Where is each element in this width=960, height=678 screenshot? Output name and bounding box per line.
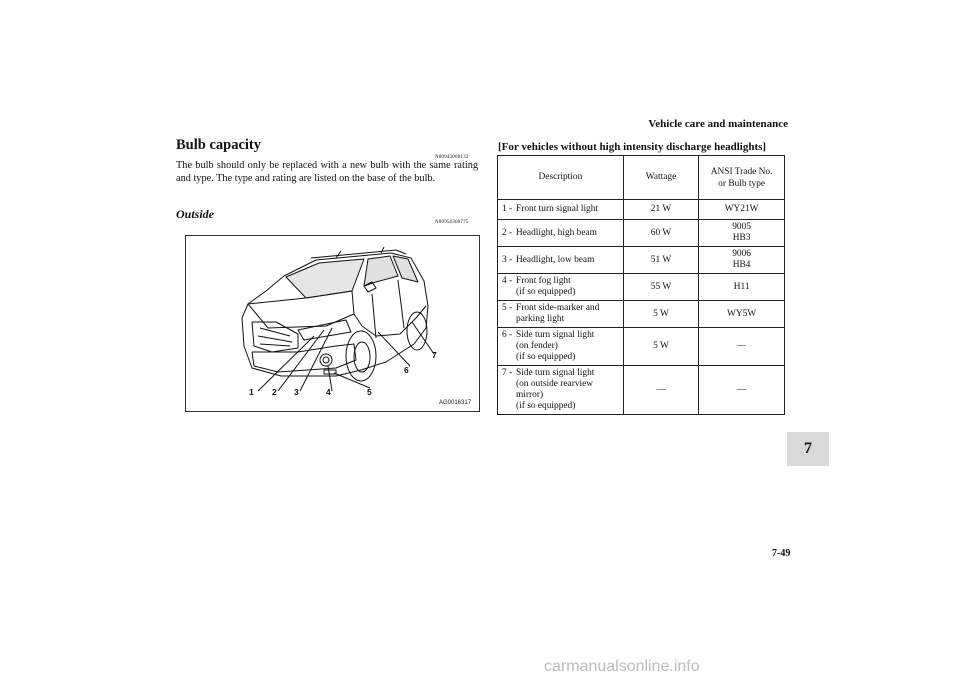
row-wattage: — bbox=[623, 366, 698, 415]
row-description bbox=[498, 247, 624, 274]
table-row bbox=[498, 247, 785, 274]
row-ansi: 9006 HB4 bbox=[699, 247, 785, 274]
row-ansi: — bbox=[699, 366, 785, 415]
header-ansi: ANSI Trade No. or Bulb type bbox=[699, 156, 785, 200]
callout-6: 6 bbox=[404, 365, 409, 375]
row-number: 4 - bbox=[502, 276, 513, 286]
row-ansi: 9005 HB3 bbox=[699, 220, 785, 247]
row-wattage: 51 W bbox=[623, 247, 698, 274]
callout-1: 1 bbox=[249, 387, 254, 397]
row-wattage: 5 W bbox=[623, 328, 698, 366]
callout-2: 2 bbox=[272, 387, 277, 397]
page-header: Vehicle care and maintenance bbox=[648, 118, 788, 130]
subsection-code: N00950300775 bbox=[435, 220, 469, 225]
row-description bbox=[498, 220, 624, 247]
callout-4: 4 bbox=[326, 387, 331, 397]
subsection-title: Outside bbox=[176, 207, 215, 221]
row-wattage: 5 W bbox=[623, 301, 698, 328]
page-number: 7-49 bbox=[772, 548, 791, 559]
table-row bbox=[498, 220, 785, 247]
section-title: Bulb capacity bbox=[176, 137, 261, 153]
row-number: 2 - bbox=[502, 227, 513, 238]
row-description bbox=[498, 200, 624, 220]
figure-id: AG0016317 bbox=[439, 400, 472, 406]
callout-5: 5 bbox=[367, 387, 372, 397]
section-body: The bulb should only be replaced with a new bulb with the same rating and type. The type and rating are listed on the base of the bulb. bbox=[176, 160, 478, 184]
table-row bbox=[498, 366, 785, 415]
row-number: 5 - bbox=[502, 303, 513, 313]
row-description-text: Headlight, low beam bbox=[516, 254, 595, 265]
row-ansi: — bbox=[699, 328, 785, 366]
header-wattage: Wattage bbox=[623, 156, 698, 200]
watermark: carmanualsonline.info bbox=[544, 658, 700, 675]
row-description bbox=[498, 301, 624, 328]
row-ansi: WY21W bbox=[699, 200, 785, 220]
row-description-text: Side turn signal light (on outside rearview mirror) (if so equipped) bbox=[516, 368, 595, 411]
row-ansi: WY5W bbox=[699, 301, 785, 328]
row-wattage: 21 W bbox=[623, 200, 698, 220]
chapter-tab: 7 bbox=[787, 432, 829, 466]
row-number: 7 - bbox=[502, 368, 513, 378]
header-description: Description bbox=[498, 156, 624, 200]
row-description bbox=[498, 366, 624, 415]
row-description bbox=[498, 328, 624, 366]
row-description bbox=[498, 274, 624, 301]
row-number: 6 - bbox=[502, 330, 513, 340]
row-description-text: Front fog light (if so equipped) bbox=[516, 276, 576, 297]
row-wattage: 60 W bbox=[623, 220, 698, 247]
row-ansi: H11 bbox=[699, 274, 785, 301]
row-description-text: Front side-marker and parking light bbox=[516, 303, 600, 324]
row-description-text: Headlight, high beam bbox=[516, 227, 597, 238]
table-title: [For vehicles without high intensity discharge headlights] bbox=[498, 141, 767, 153]
bulb-table bbox=[497, 155, 785, 415]
table-row bbox=[498, 301, 785, 328]
vehicle-figure bbox=[185, 235, 480, 412]
row-number: 1 - bbox=[502, 204, 513, 214]
row-description-text: Side turn signal light (on fender) (if so equipped) bbox=[516, 330, 595, 362]
section-code: N00943000132 bbox=[435, 155, 469, 160]
table-row bbox=[498, 328, 785, 366]
vehicle-illustration bbox=[186, 236, 479, 411]
callout-3: 3 bbox=[294, 387, 299, 397]
row-description-text: Front turn signal light bbox=[516, 204, 599, 214]
row-wattage: 55 W bbox=[623, 274, 698, 301]
row-number: 3 - bbox=[502, 254, 513, 265]
table-row bbox=[498, 200, 785, 220]
table-row bbox=[498, 274, 785, 301]
callout-7: 7 bbox=[432, 350, 437, 360]
